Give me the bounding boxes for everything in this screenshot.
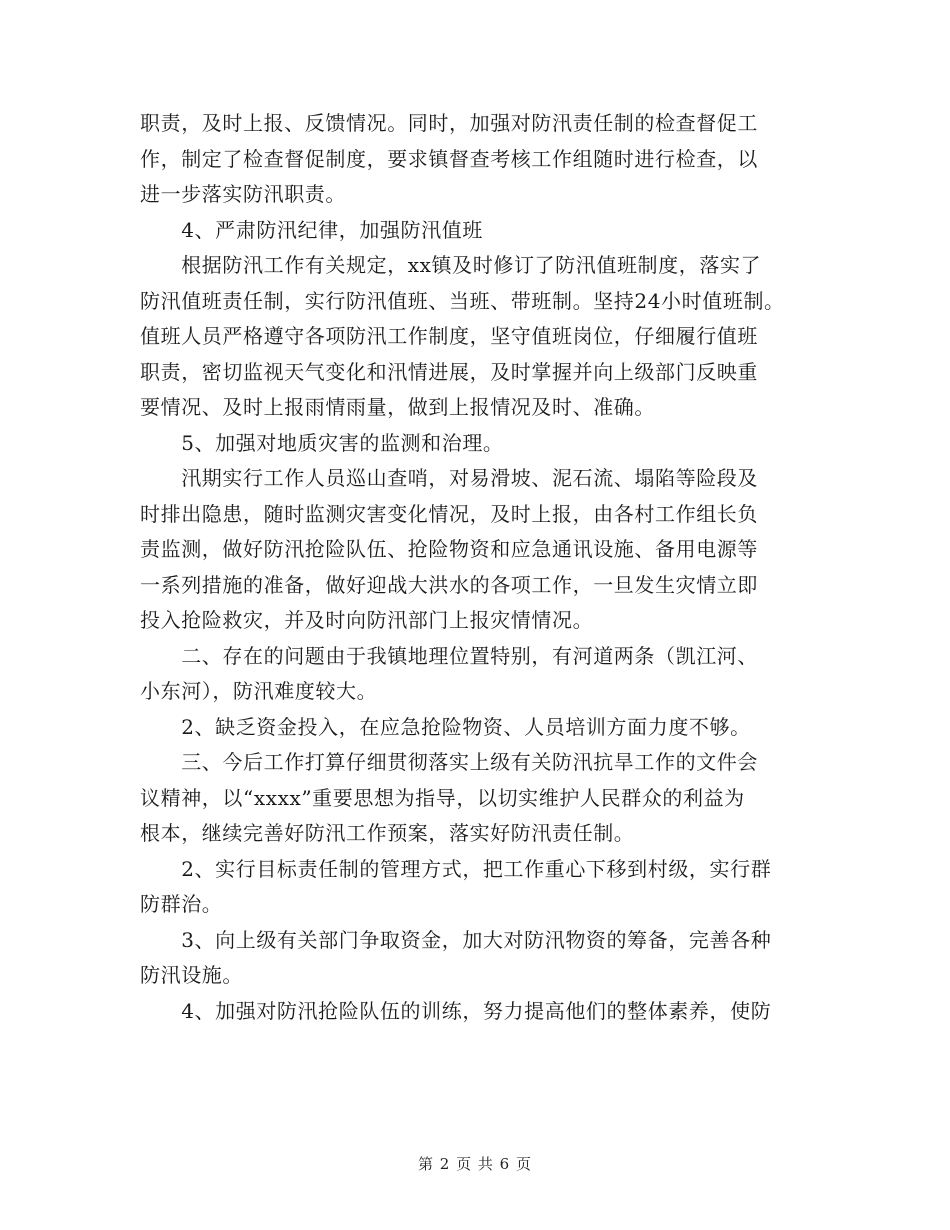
text-line: 根本，继续完善好防汛工作预案，落实好防汛责任制。 <box>140 821 635 845</box>
text-line: 投入抢险救灾，并及时向防汛部门上报灾情情况。 <box>140 608 594 632</box>
text-line: 时排出隐患，随时监测灾害变化情况，及时上报，由各村工作组长负 <box>140 501 758 526</box>
text-line: 2、缺乏资金投入，在应急抢险物资、人员培训方面力度不够。 <box>140 714 751 739</box>
text-line: 2、实行目标责任制的管理方式，把工作重心下移到村级，实行群 <box>140 856 772 881</box>
text-line: 作，制定了检查督促制度，要求镇督查考核工作组随时进行检查，以 <box>140 146 758 171</box>
text-line: 职责，密切监视天气变化和汛情进展，及时掌握并向上级部门反映重 <box>140 359 758 384</box>
text-line: 责监测，做好防汛抢险队伍、抢险物资和应急通讯设施、备用电源等 <box>140 537 758 561</box>
text-line: 防群治。 <box>140 892 223 916</box>
section-heading: 4、严肃防汛纪律，加强防汛值班 <box>140 217 483 242</box>
text-line: 职责，及时上报、反馈情况。同时，加强对防汛责任制的检查督促工 <box>140 111 758 135</box>
text-line: 根据防汛工作有关规定，xx镇及时修订了防汛值班制度，落实了 <box>140 253 762 277</box>
text-line: 防汛值班责任制，实行防汛值班、当班、带班制。坚持24小时值班制。 <box>140 288 785 313</box>
text-line: 议精神，以“xxxx”重要思想为指导，以切实维护人民群众的利益为 <box>140 785 745 810</box>
text-line: 3、向上级有关部门争取资金，加大对防汛物资的筹备，完善各种 <box>140 927 772 952</box>
text-line: 进一步落实防汛职责。 <box>140 182 346 206</box>
text-line: 值班人员严格遵守各项防汛工作制度，坚守值班岗位，仔细履行值班 <box>140 324 758 348</box>
text-line: 要情况、及时上报雨情雨量，做到上报情况及时、准确。 <box>140 395 655 419</box>
text-line: 一系列措施的准备，做好迎战大洪水的各项工作，一旦发生灾情立即 <box>140 572 758 597</box>
section-heading: 5、加强对地质灾害的监测和治理。 <box>140 430 504 455</box>
document-body <box>140 106 820 1029</box>
section-heading: 三、今后工作打算仔细贯彻落实上级有关防汛抗旱工作的文件会 <box>140 750 758 774</box>
text-line: 防汛设施。 <box>140 963 243 987</box>
section-heading: 二、存在的问题由于我镇地理位置特别，有河道两条（凯江河、 <box>140 643 758 668</box>
page-number-footer: 第 2 页 共 6 页 <box>418 1155 532 1173</box>
text-line: 汛期实行工作人员巡山查哨，对易滑坡、泥石流、塌陷等险段及 <box>140 466 758 490</box>
text-line: 小东河），防汛难度较大。 <box>140 679 378 703</box>
text-line: 4、加强对防汛抢险队伍的训练，努力提高他们的整体素养，使防 <box>140 998 772 1023</box>
